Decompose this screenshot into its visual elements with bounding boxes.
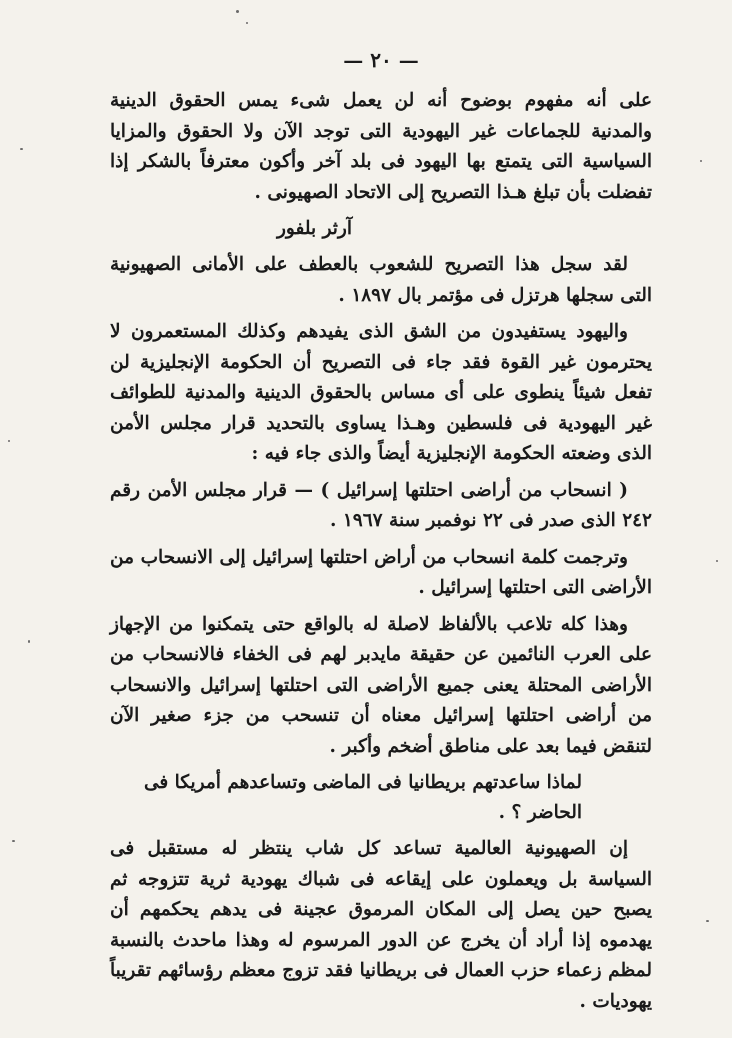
paragraph-word-play: وهذا كله تلاعب بالألفاظ لاصلة له بالواقع حتى يتمكنوا من الإجهاز على العرب النائمين عن حقيقة مايدبر لهم فى الخفاء فالانسحاب من الأراضى المحتلة يعنى جميع الأراضى التى احتلتها إسرائيل والانسحاب من أراضى احتلتها إسرائيل معناه أن تنسحب من جزء صغير الآن لتنقض فيما بعد على مناطق أضخم وأكبر . — [110, 613, 652, 757]
section-question: لماذا ساعدتهم بريطانيا فى الماضى وتساعدهم أمريكا فى الحاضر ؟ . — [143, 772, 582, 823]
scan-speck — [12, 840, 15, 842]
paragraph-declaration-herzl: لقد سجل هذا التصريح للشعوب بالعطف على الأمانى الصهيونية التى سجلها هرتزل فى مؤتمر بال ١٨٩٧ . — [110, 254, 652, 306]
signature-arthur-balfour: آرثر بلفور — [277, 218, 352, 239]
scan-speck — [28, 640, 30, 643]
scan-speck — [20, 148, 23, 150]
paragraph-translation: وترجمت كلمة انسحاب من أراض احتلتها إسرائيل إلى الانسحاب من الأراضى التى احتلتها إسرائيل . — [110, 546, 652, 598]
scan-speck — [236, 10, 239, 13]
scan-speck — [700, 160, 702, 162]
scan-speck — [8, 440, 10, 442]
scan-speck — [706, 920, 709, 922]
paragraph-jews-benefit: واليهود يستفيدون من الشق الذى يفيدهم وكذلك المستعمرون لا يحترمون غير القوة فقد جاء فى التصريح أن الحكومة الإنجليزية لن تفعل شيئاً ينطوى على أى مساس بالحقوق الدينية والمدنية للطوائف غير اليهودية فى فلسطين وهـذا يساوى بالتحديد قرار مجلس الأمن الذى وضعته الحكومة الإنجليزية أيضاً والذى جاء فيه : — [110, 321, 652, 464]
scan-speck — [246, 22, 248, 24]
paragraph-resolution-242: ( انسحاب من أراضى احتلتها إسرائيل ) — قرار مجلس الأمن رقم ٢٤٢ الذى صدر فى ٢٢ نوفمبر سنة ١٩٦٧ . — [110, 479, 652, 531]
page-number: — ٢٠ — — [343, 48, 419, 72]
paragraph-zionism-politics: إن الصهيونية العالمية تساعد كل شاب ينتظر له مستقبل فى السياسة بل ويعملون على إيقاعه فى شباك يهودية ثرية تتزوجه ثم يصبح حين يصل إلى المكان المرموق عجينة فى يدهم يحكمهم أن يهدموه إذا أراد أن يخرج عن الدور المرسوم له وهذا ماحدث بالنسبة لمظم زعماء حزب العمال فى بريطانيا فقد تزوج معظم رؤسائهم تقريباً يهوديات . — [110, 838, 652, 1012]
scan-speck — [716, 560, 718, 562]
paragraph-balfour-clause: على أنه مفهوم بوضوح أنه لن يعمل شىء يمس الحقوق الدينية والمدنية للجماعات غير اليهودية التى توجد الآن ولا الحقوق والمزايا السياسية التى يتمتع بها اليهود فى بلد آخر وأكون معترفاً بالشكر إذا تفضلت بأن تبلغ هـذا التصريح إلى الاتحاد الصهيونى . — [110, 90, 652, 203]
